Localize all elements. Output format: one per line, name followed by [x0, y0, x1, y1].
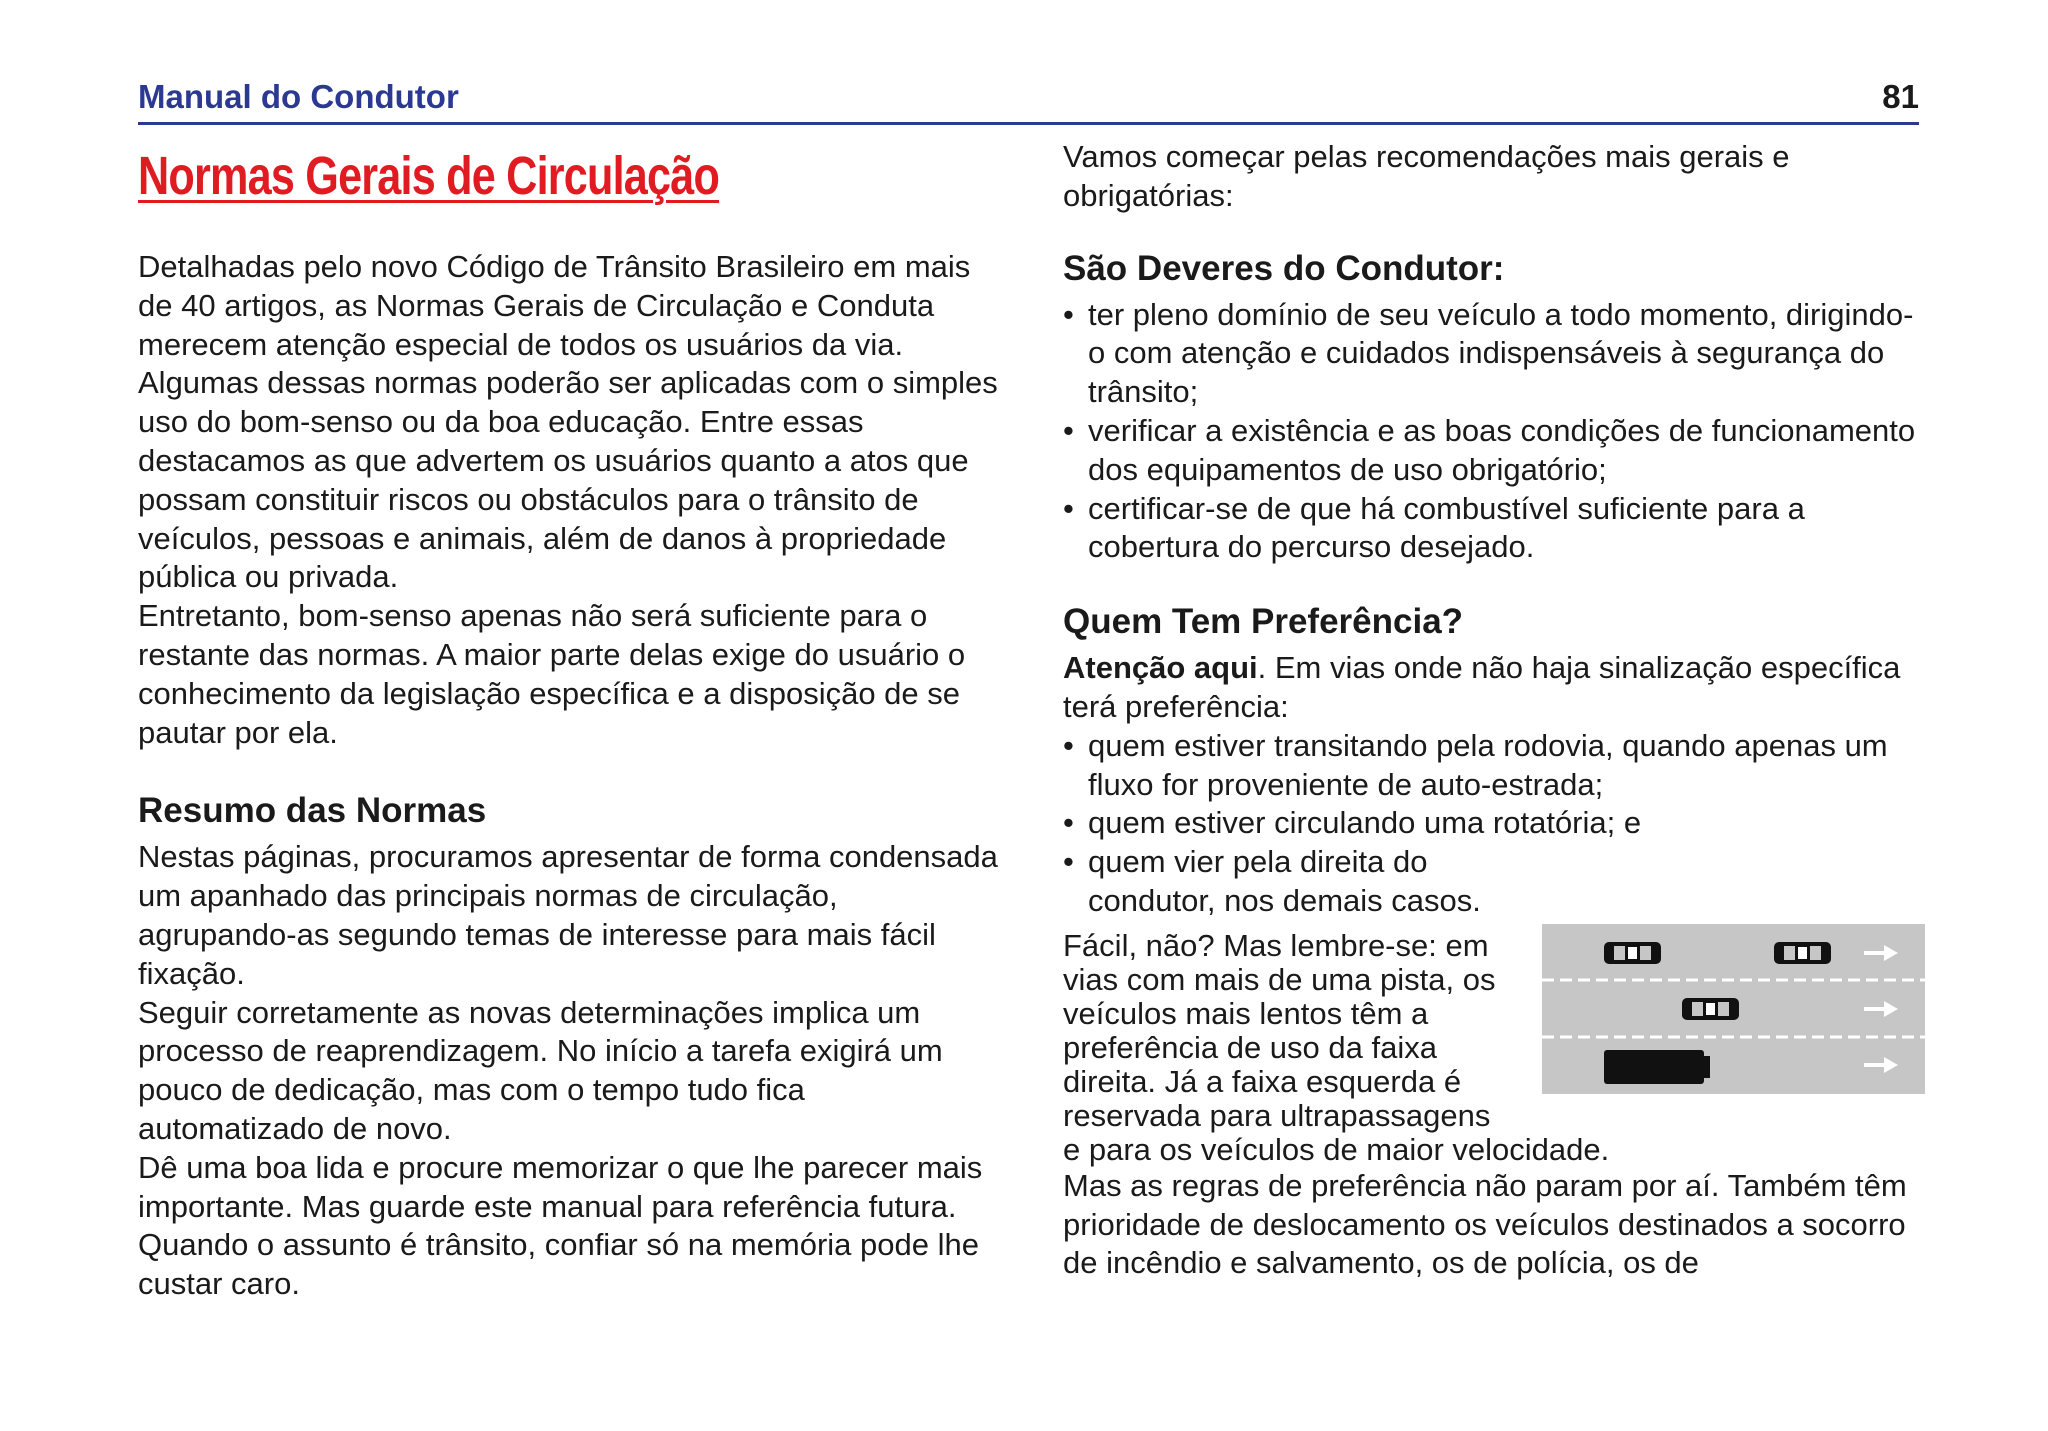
deveres-list — [1063, 296, 1925, 568]
facil-paragraph: Fácil, não? Mas lembre-se: em vias com mais de uma pista, os veículos mais lentos têm a preferência de uso da faixa direita. Já a faixa esquerda é reservada para ultrapassagens e para os veículos de maior velocidade. — [1063, 927, 1610, 1167]
right-intro: Vamos começar pelas recomendações mais gerais e obrigatórias: — [1063, 139, 1790, 213]
car-icon — [1682, 998, 1739, 1020]
car-icon — [1604, 942, 1661, 964]
attention-label: Atenção aqui — [1063, 650, 1258, 686]
intro-paragraph-3: Entretanto, bom-senso apenas não será suficiente para o restante das normas. A maior parte delas exige do usuário o conhecimento da legislação específica e a disposição de se pautar por ela. — [138, 598, 966, 750]
section-heading-resumo: Resumo das Normas — [138, 791, 487, 831]
road-lanes-svg — [1542, 924, 1925, 1094]
list-item: • ter pleno domínio de seu veículo a todo momento, dirigindo-o com atenção e cuidados indispensáveis à segurança do trânsito; — [1063, 296, 1925, 412]
header-divider — [138, 122, 1919, 125]
page-number: 81 — [1882, 78, 1919, 115]
list-item: • certificar-se de que há combustível suficiente para a cobertura do percurso desejado. — [1063, 490, 1925, 568]
section-heading-deveres: São Deveres do Condutor: — [1063, 248, 1505, 288]
manual-title: Manual do Condutor — [138, 78, 459, 115]
resumo-paragraph-1: Nestas páginas, procuramos apresentar de forma condensada um apanhado das principais normas de circulação, agrupando-as segundo temas de interesse para mais fácil fixação. — [138, 839, 998, 991]
right-column — [1063, 134, 1925, 1283]
list-item: • quem estiver transitando pela rodovia, quando apenas um fluxo for proveniente de auto-estrada; — [1063, 727, 1925, 805]
list-item: • quem vier pela direita do condutor, nos demais casos. — [1063, 843, 1518, 921]
intro-paragraph-1: Detalhadas pelo novo Código de Trânsito Brasileiro em mais de 40 artigos, as Normas Gerais de Circulação e Conduta merecem atenção especial de todos os usuários da via. — [138, 249, 971, 362]
left-column — [138, 134, 998, 1304]
road-lanes-illustration — [1542, 924, 1925, 1094]
truck-icon — [1604, 1050, 1710, 1084]
list-item: • quem estiver circulando uma rotatória; e — [1063, 804, 1925, 843]
car-icon — [1774, 942, 1831, 964]
intro-paragraph-2: Algumas dessas normas poderão ser aplicadas com o simples uso do bom-senso ou da boa educação. Entre essas destacamos as que advertem os usuários quanto a atos que possam constituir riscos ou obstáculos para o trânsito de veículos, pessoas e animais, além de danos à propriedade pública ou privada. — [138, 365, 998, 595]
page-title: Normas Gerais de Circulação — [138, 146, 720, 206]
final-paragraph: Mas as regras de preferência não param por aí. Também têm prioridade de deslocamento os veículos destinados a socorro de incêndio e salvamento, os de polícia, os de — [1063, 1167, 1907, 1281]
preferencia-lead-text: . Em vias onde não haja sinalização específica terá preferência: — [1063, 650, 1901, 724]
section-heading-preferencia: Quem Tem Preferência? — [1063, 602, 1464, 642]
preferencia-lead — [1063, 649, 1925, 727]
resumo-paragraph-2: Seguir corretamente as novas determinações implica um processo de reaprendizagem. No início a tarefa exigirá um pouco de dedicação, mas com o tempo tudo fica automatizado de novo. — [138, 994, 943, 1146]
list-item: • verificar a existência e as boas condições de funcionamento dos equipamentos de uso obrigatório; — [1063, 412, 1925, 490]
preferencia-list — [1063, 727, 1925, 921]
resumo-paragraph-3: Dê uma boa lida e procure memorizar o que lhe parecer mais importante. Mas guarde este manual para referência futura. Quando o assunto é trânsito, confiar só na memória pode lhe custar caro. — [138, 1149, 983, 1302]
